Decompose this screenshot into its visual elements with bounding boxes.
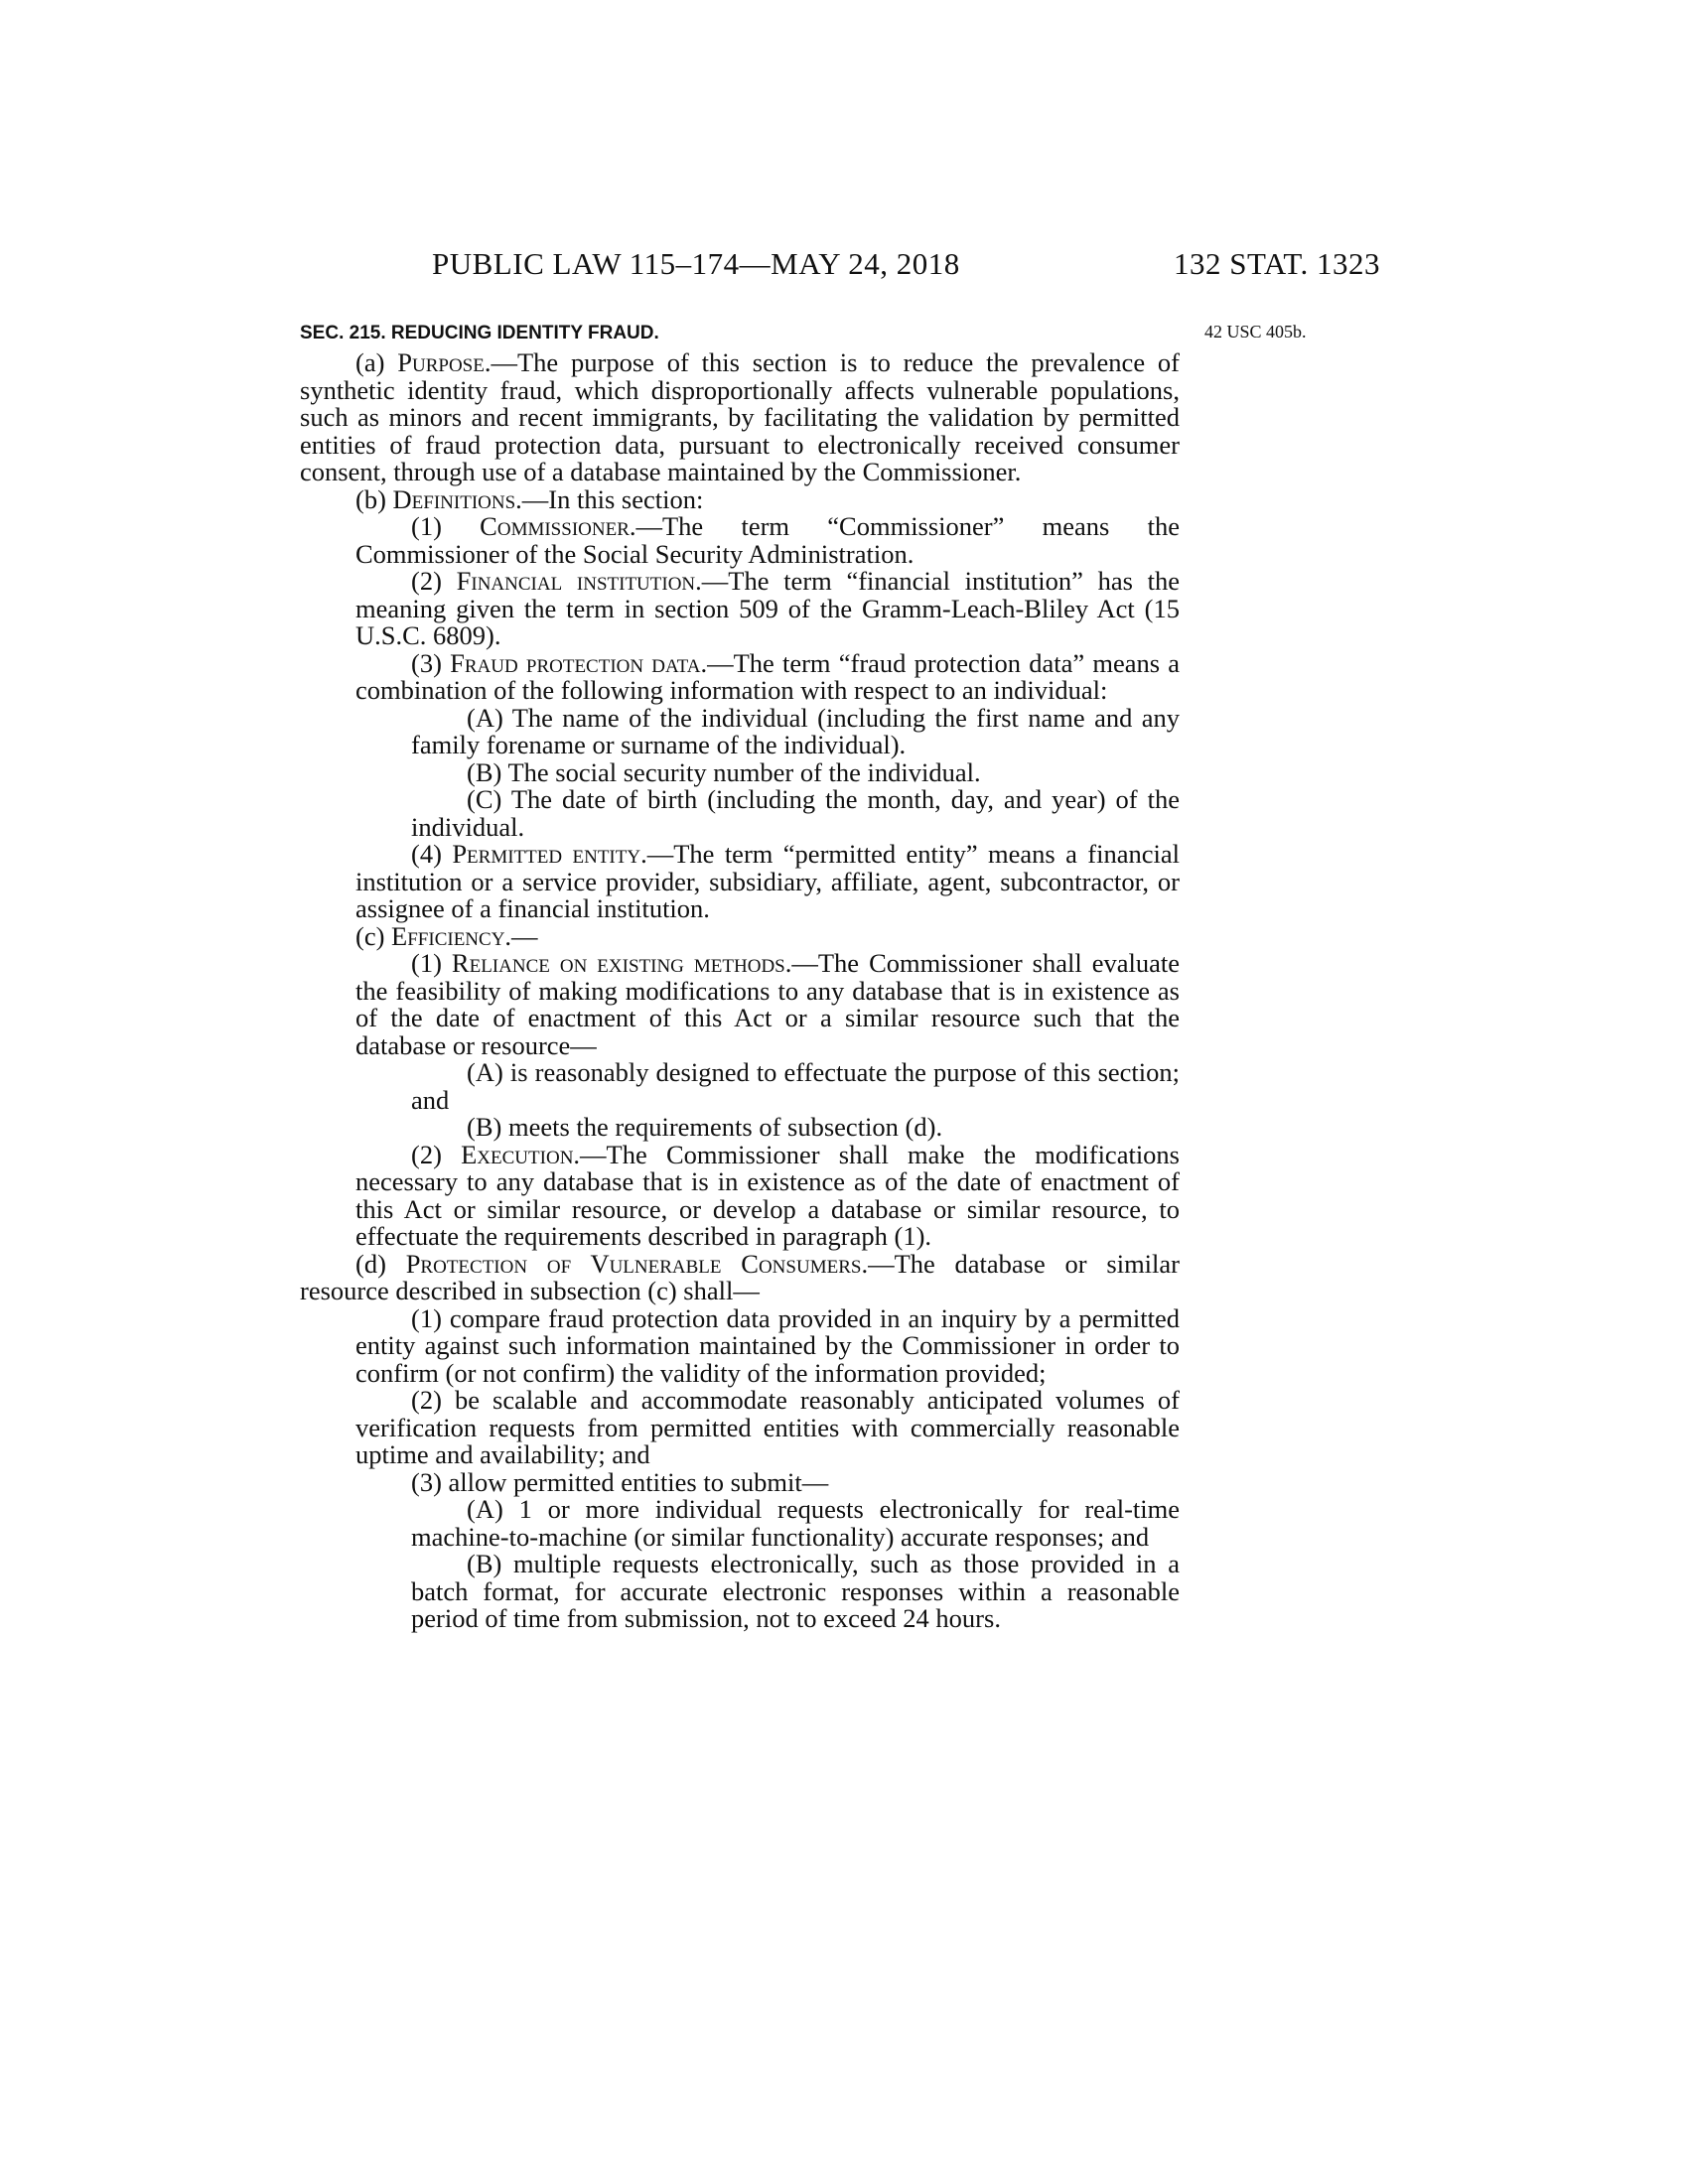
paragraph-text: is reasonably designed to effectuate the purpose of this section; and [411,1057,1180,1115]
paragraph-text: .—The term “permitted entity” means a financial institution or a service provider, subsidiary, affiliate, agent, subcontractor, or assignee of a financial institution. [355,839,1180,923]
paragraph-caption: Commissioner [480,511,630,541]
section-paragraphs [300,349,1180,1633]
paragraph-label: (3) [411,647,451,678]
paragraph-label: (C) [467,784,511,814]
paragraph-text: multiple requests electronically, such as those provided in a batch format, for accurate electronic responses within a reasonable period of time from submission, not to exceed 24 hours. [411,1549,1180,1633]
paragraph-label: (2) [411,1139,462,1169]
paragraph-text: .—The purpose of this section is to reduce the prevalence of synthetic identity fraud, which disproportionally affects vulnerable populations, such as minors and recent immigrants, by facilitating the validation by permitted entities of fraud protection data, pursuant to electronically received consumer consent, through use of a database maintained by the Commissioner. [300,347,1180,486]
paragraph [300,1387,1180,1469]
paragraph-text: .—The Commissioner shall evaluate the feasibility of making modifications to any database that is in existence as of the date of enactment of this Act or a similar resource such that the database or resource— [355,948,1180,1060]
paragraph [300,647,1180,705]
paragraph-text: .—In this section: [515,483,704,514]
paragraph-text: .—The term “Commissioner” means the Commissioner of the Social Security Administration. [355,511,1180,569]
paragraph-label: (1) [411,1302,450,1333]
paragraph-caption: Efficiency [391,920,505,951]
paragraph [300,1496,1180,1551]
paragraph [300,1139,1180,1251]
paragraph-text: The name of the individual (including the first name and any family forename or surname of the individual). [411,702,1180,759]
paragraph [300,1302,1180,1388]
paragraph [300,841,1180,923]
paragraph [300,1248,1180,1305]
paragraph [300,483,1180,514]
paragraph-caption: Fraud protection data [450,647,701,678]
paragraph-caption: Financial institution [456,566,696,596]
paragraph-label: (1) [411,948,452,978]
paragraph-label: (1) [411,511,481,541]
paragraph-caption: Protection of Vulnerable Consumers [405,1248,862,1279]
paragraph [300,1114,1180,1142]
paragraph-label: (d) [355,1248,406,1279]
section-body [300,320,1180,1633]
paragraph-caption: Permitted entity [452,839,641,869]
paragraph-label: (2) [411,566,457,596]
paragraph-text: .—The database or similar resource described in subsection (c) shall— [300,1248,1180,1305]
paragraph-label: (B) [467,1112,508,1142]
paragraph-text: .—The term “financial institution” has the meaning given the term in section 509 of the Gramm-Leach-Bliley Act (15 U.S.C. 6809). [355,566,1181,650]
paragraph-label: (a) [355,347,398,377]
paragraph-caption: Execution [461,1139,574,1169]
paragraph-caption: Definitions [392,483,516,514]
paragraph-label: (c) [355,920,392,951]
paragraph-label: (4) [411,839,453,869]
header-stat-page: 132 STAT. 1323 [1173,246,1380,281]
paragraph-text: The social security number of the individual. [507,756,981,787]
paragraph [300,568,1180,650]
paragraph-text: meets the requirements of subsection (d). [507,1112,943,1142]
paragraph-label: (b) [355,483,393,514]
running-header [298,246,1380,288]
paragraph-text: .—The term “fraud protection data” means a combination of the following information with respect to an individual: [355,647,1180,705]
paragraph [300,1059,1180,1114]
paragraph-text: be scalable and accommodate reasonably anticipated volumes of verification requests from permitted entities with commercially reasonable uptime and availability; and [355,1385,1180,1469]
paragraph-text: compare fraud protection data provided in an inquiry by a permitted entity against such information maintained by the Commissioner in order to confirm (or not confirm) the validity of the information provided; [355,1302,1180,1388]
usc-margin-note: 42 USC 405b. [1204,322,1307,341]
paragraph-text: allow permitted entities to submit— [448,1466,829,1497]
paragraph [300,702,1180,759]
paragraph [300,756,1180,787]
section-heading: SEC. 215. REDUCING IDENTITY FRAUD. [300,323,659,343]
paragraph [300,920,1180,951]
paragraph-text: 1 or more individual requests electronically for real-time machine-to-machine (or similar functionality) accurate responses; and [411,1494,1180,1552]
paragraph [300,1466,1180,1497]
paragraph-label: (B) [467,756,508,787]
paragraph [300,513,1180,568]
header-title: PUBLIC LAW 115–174—MAY 24, 2018 [432,246,960,281]
paragraph-label: (A) [467,702,512,733]
paragraph-caption: Reliance on existing methods [451,948,785,978]
paragraph-text: .— [504,920,538,951]
paragraph-text: .—The Commissioner shall make the modifications necessary to any database that is in existence as of the date of enactment of this Act or similar resource, or develop a database or similar resource, to effectuate the requirements described in paragraph (1). [355,1139,1180,1251]
paragraph [300,1551,1180,1633]
paragraph-text: The date of birth (including the month, day, and year) of the individual. [411,784,1180,842]
paragraph [300,349,1180,486]
paragraph-label: (3) [411,1466,449,1497]
paragraph [300,786,1180,841]
paragraph-label: (A) [467,1494,519,1524]
paragraph-caption: Purpose [397,347,485,377]
paragraph-label: (2) [411,1385,455,1415]
paragraph [300,950,1180,1059]
paragraph-label: (B) [467,1549,514,1578]
paragraph-label: (A) [467,1057,510,1087]
